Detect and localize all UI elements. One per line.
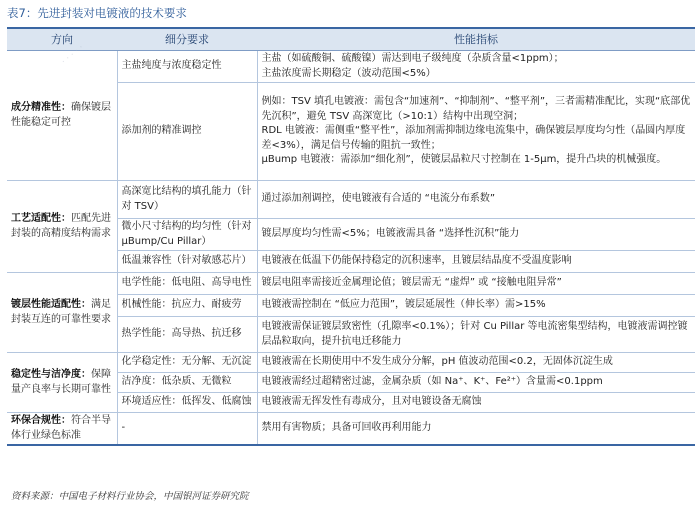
performance-cell <box>257 317 695 353</box>
sub-requirement-cell: 机械性能：抗应力、耐疲劳 <box>117 295 257 317</box>
sub-requirement-cell: 主盐纯度与浓度稳定性 <box>117 51 257 83</box>
performance-cell <box>257 413 695 446</box>
sub-requirement-cell: 化学稳定性：无分解、无沉淀 <box>117 353 257 373</box>
sub-requirement-cell: 电学性能：低电阻、高导电性 <box>117 273 257 295</box>
sub-requirement-cell: - <box>117 413 257 446</box>
performance-line: 禁用有害物质；具备可回收再利用能力 <box>261 422 432 434</box>
direction-label: 环保合规性： <box>11 415 71 426</box>
performance-line: 通过添加剂调控，使电镀液有合适的 “电流分布系数” <box>261 193 496 205</box>
direction-cell <box>7 181 117 273</box>
performance-cell <box>257 251 695 273</box>
performance-line: 主盐浓度需长期稳定（波动范围<5%） <box>261 67 436 79</box>
performance-line: 镀层电阻率需接近金属理论值；镀层需无 “虚焊” 或 “接触电阻异常” <box>261 277 562 289</box>
direction-cell <box>7 273 117 353</box>
direction-description: 匹配先进封装的高精度结构需求 <box>11 213 111 239</box>
performance-cell <box>257 353 695 373</box>
performance-cell <box>257 219 695 251</box>
performance-cell <box>257 181 695 219</box>
table-row <box>7 353 695 373</box>
direction-description: 满足封装互连的可靠性要求 <box>11 299 111 325</box>
performance-cell <box>257 393 695 413</box>
table-row <box>7 273 695 295</box>
header-row <box>7 28 695 51</box>
table-title: 表7：先进封装对电镀液的技术要求 <box>7 6 187 20</box>
performance-cell <box>257 373 695 393</box>
header-direction: 方向 <box>7 28 117 51</box>
sub-requirement-cell: 高深宽比结构的填孔能力（针对 TSV） <box>117 181 257 219</box>
requirements-table <box>7 27 695 446</box>
direction-cell <box>7 413 117 446</box>
performance-line: 镀层厚度均匀性需<5%；电镀液需具备 “选择性沉积”能力 <box>261 228 520 240</box>
performance-cell <box>257 295 695 317</box>
table-row <box>7 181 695 219</box>
table-row <box>7 51 695 83</box>
performance-line: 主盐（如硫酸铜、硫酸镍）需达到电子级纯度（杂质含量<1ppm）； <box>261 53 564 64</box>
sub-requirement-cell: 环境适应性：低挥发、低腐蚀 <box>117 393 257 413</box>
source-note: 资料来源：中国电子材料行业协会，中国银河证券研究院 <box>11 491 249 502</box>
table-row <box>7 413 695 446</box>
watermark: · · · · · <box>59 42 86 68</box>
direction-description: 符合半导体行业绿色标准 <box>11 415 111 441</box>
performance-line: RDL 电镀液：需侧重“整平性”，添加剂需抑制边缘电流集中，确保镀层厚度均匀性（晶圆内厚度差<3%），满足信号传输的阻抗一致性； <box>261 125 686 151</box>
direction-label: 工艺适配性： <box>11 213 71 224</box>
sub-requirement-cell: 洁净度：低杂质、无微粒 <box>117 373 257 393</box>
header-performance: 性能指标 <box>257 28 695 51</box>
performance-cell <box>257 83 695 181</box>
sub-requirement-cell: 热学性能：高导热、抗迁移 <box>117 317 257 353</box>
performance-line: 电镀液需在长期使用中不发生成分分解，pH 值波动范围<0.2，无固体沉淀生成 <box>261 356 613 368</box>
direction-description: 保障量产良率与长期可靠性 <box>11 369 111 395</box>
performance-line: 电镀液需控制在 “低应力范围”，镀层延展性（伸长率）需>15% <box>261 299 546 311</box>
direction-cell <box>7 51 117 181</box>
table-body <box>7 51 695 446</box>
performance-line: 例如：TSV 填孔电镀液：需包含“加速剂”、“抑制剂”、“整平剂”，三者需精准配比，实现“底部优先沉积”，避免 TSV 高深宽比（>10:1）结构中出现空洞； <box>261 96 691 122</box>
sub-requirement-cell: 添加剂的精准调控 <box>117 83 257 181</box>
sub-requirement-cell: 低温兼容性（针对敏感芯片） <box>117 251 257 273</box>
performance-line: μBump 电镀液：需添加“细化剂”，使镀层晶粒尺寸控制在 1-5μm，提升凸块的机械强度。 <box>261 154 667 166</box>
performance-line: 电镀液需无挥发性有毒成分，且对电镀设备无腐蚀 <box>261 396 482 408</box>
direction-label: 成分精准性： <box>11 102 71 113</box>
direction-description: 确保镀层性能稳定可控 <box>11 102 111 128</box>
performance-cell <box>257 51 695 83</box>
direction-label: 稳定性与洁净度： <box>11 369 91 380</box>
header-sub-requirement: 细分要求 <box>117 28 257 51</box>
performance-line: 电镀液在低温下仍能保持稳定的沉积速率，且镀层结晶度不受温度影响 <box>261 255 572 267</box>
performance-line: 电镀液需经过超精密过滤，金属杂质（如 Na⁺、K⁺、Fe²⁺）含量需<0.1ppm <box>261 376 603 388</box>
performance-cell <box>257 273 695 295</box>
sub-requirement-cell: 微小尺寸结构的均匀性（针对 μBump/Cu Pillar） <box>117 219 257 251</box>
direction-cell <box>7 353 117 413</box>
performance-line: 电镀液需保证镀层致密性（孔隙率<0.1%）；针对 Cu Pillar 等电流密集型结构，电镀液需调控镀层晶粒取向，提升抗电迁移能力 <box>261 321 688 347</box>
direction-label: 镀层性能适配性： <box>11 299 91 310</box>
